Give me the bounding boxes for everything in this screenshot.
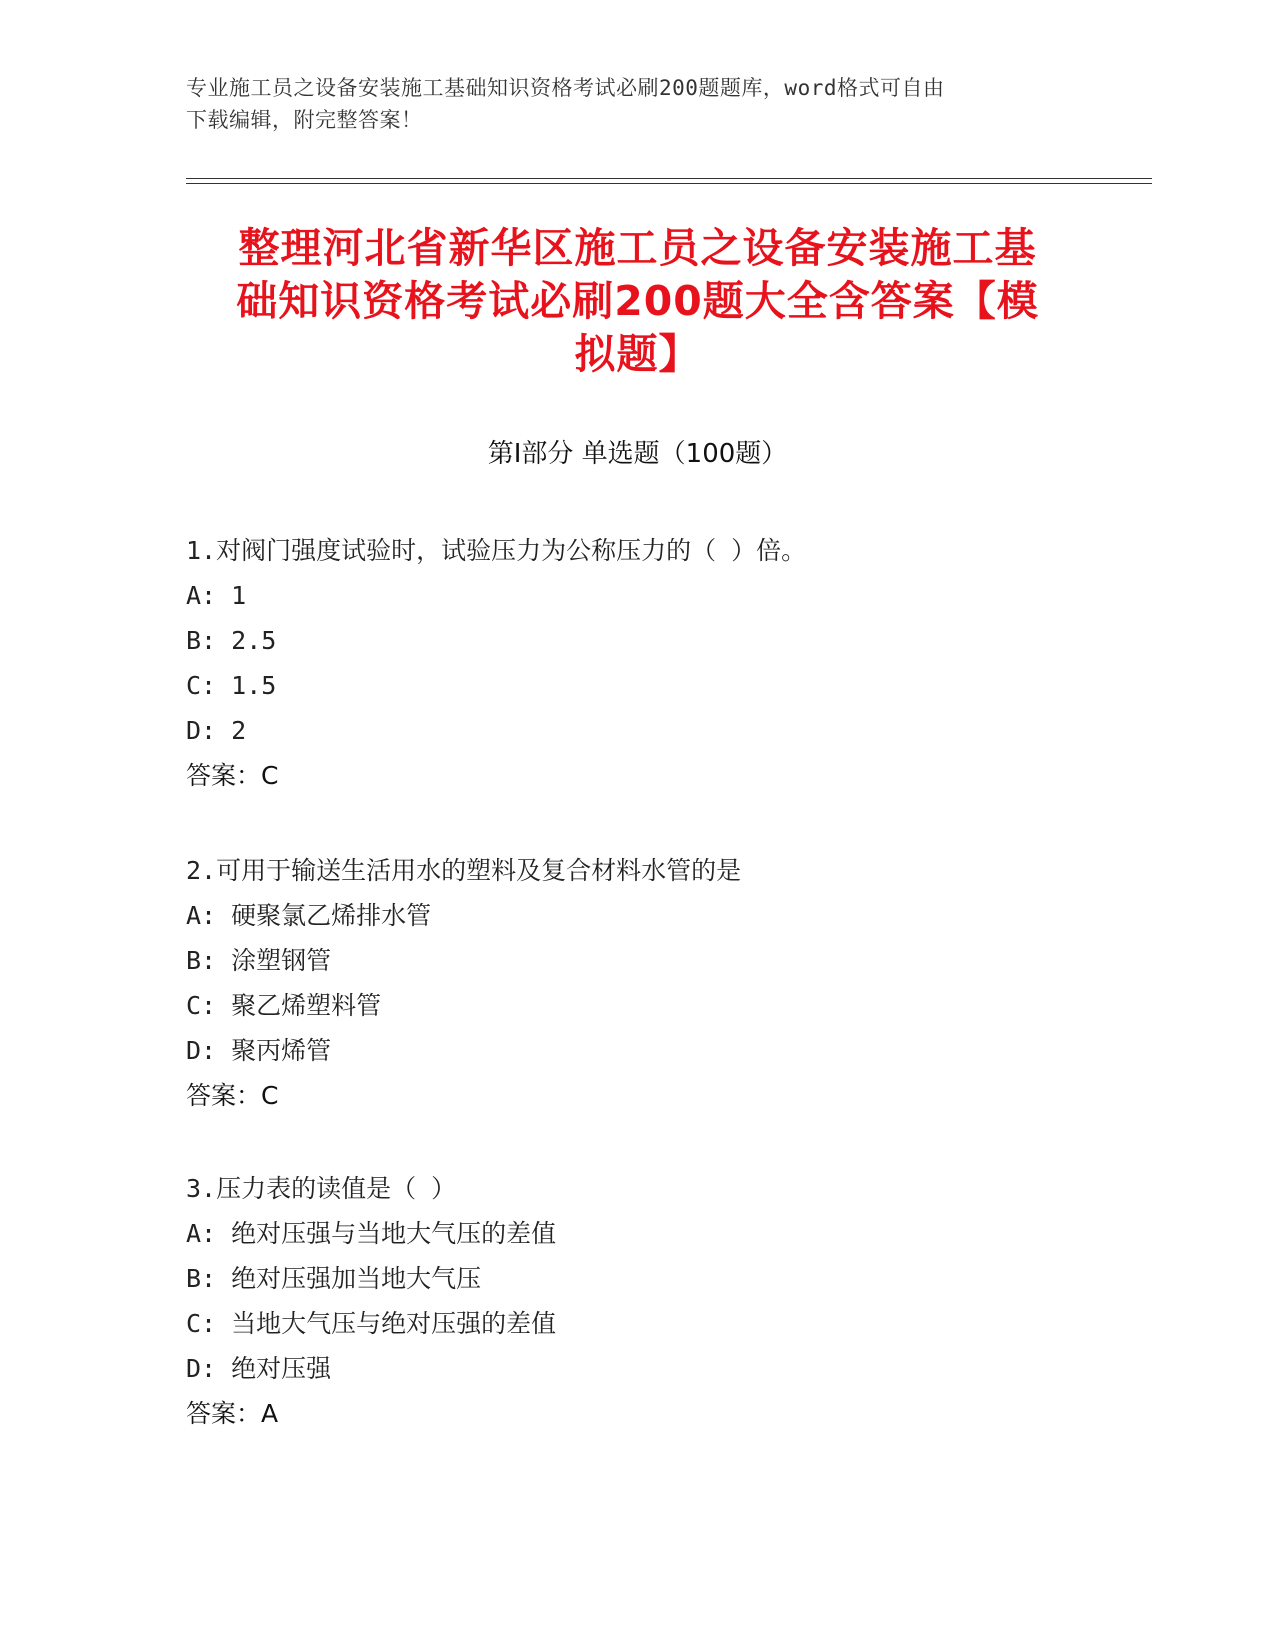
option-c: C: 当地大气压与绝对压强的差值 <box>186 1309 557 1338</box>
option-b: B: 涂塑钢管 <box>186 946 332 975</box>
option-a: A: 1 <box>186 581 247 610</box>
title-line-1: 整理河北省新华区施工员之设备安装施工基 <box>238 224 1037 272</box>
header-divider-top <box>186 178 1152 179</box>
question-stem: 3.压力表的读值是（ ） <box>186 1174 457 1203</box>
question-2 <box>186 848 1146 1118</box>
answer-label: 答案：C <box>186 761 279 790</box>
question-3 <box>186 1166 1146 1436</box>
option-d: D: 绝对压强 <box>186 1354 332 1383</box>
question-stem: 1.对阀门强度试验时，试验压力为公称压力的（ ）倍。 <box>186 536 807 565</box>
answer-label: 答案：A <box>186 1399 279 1428</box>
question-stem: 2.可用于输送生活用水的塑料及复合材料水管的是 <box>186 856 742 885</box>
option-a: A: 硬聚氯乙烯排水管 <box>186 901 432 930</box>
page-title <box>190 222 1085 381</box>
option-b: B: 绝对压强加当地大气压 <box>186 1264 482 1293</box>
option-d: D: 2 <box>186 716 247 745</box>
option-a: A: 绝对压强与当地大气压的差值 <box>186 1219 557 1248</box>
answer-label: 答案：C <box>186 1081 279 1110</box>
header-divider-bottom <box>186 183 1152 184</box>
header-note-line-2: 下载编辑，附完整答案！ <box>186 108 423 132</box>
option-b: B: 2.5 <box>186 626 277 655</box>
header-note <box>186 72 1066 136</box>
header-note-line-1: 专业施工员之设备安装施工基础知识资格考试必刷200题题库，word格式可自由 <box>186 76 945 100</box>
section-title: 第Ⅰ部分 单选题（100题） <box>487 439 788 469</box>
option-c: C: 聚乙烯塑料管 <box>186 991 382 1020</box>
option-c: C: 1.5 <box>186 671 277 700</box>
question-1 <box>186 528 1146 798</box>
option-d: D: 聚丙烯管 <box>186 1036 332 1065</box>
title-line-3: 拟题】 <box>574 330 701 378</box>
title-line-2: 础知识资格考试必刷200题大全含答案【模 <box>236 277 1039 325</box>
